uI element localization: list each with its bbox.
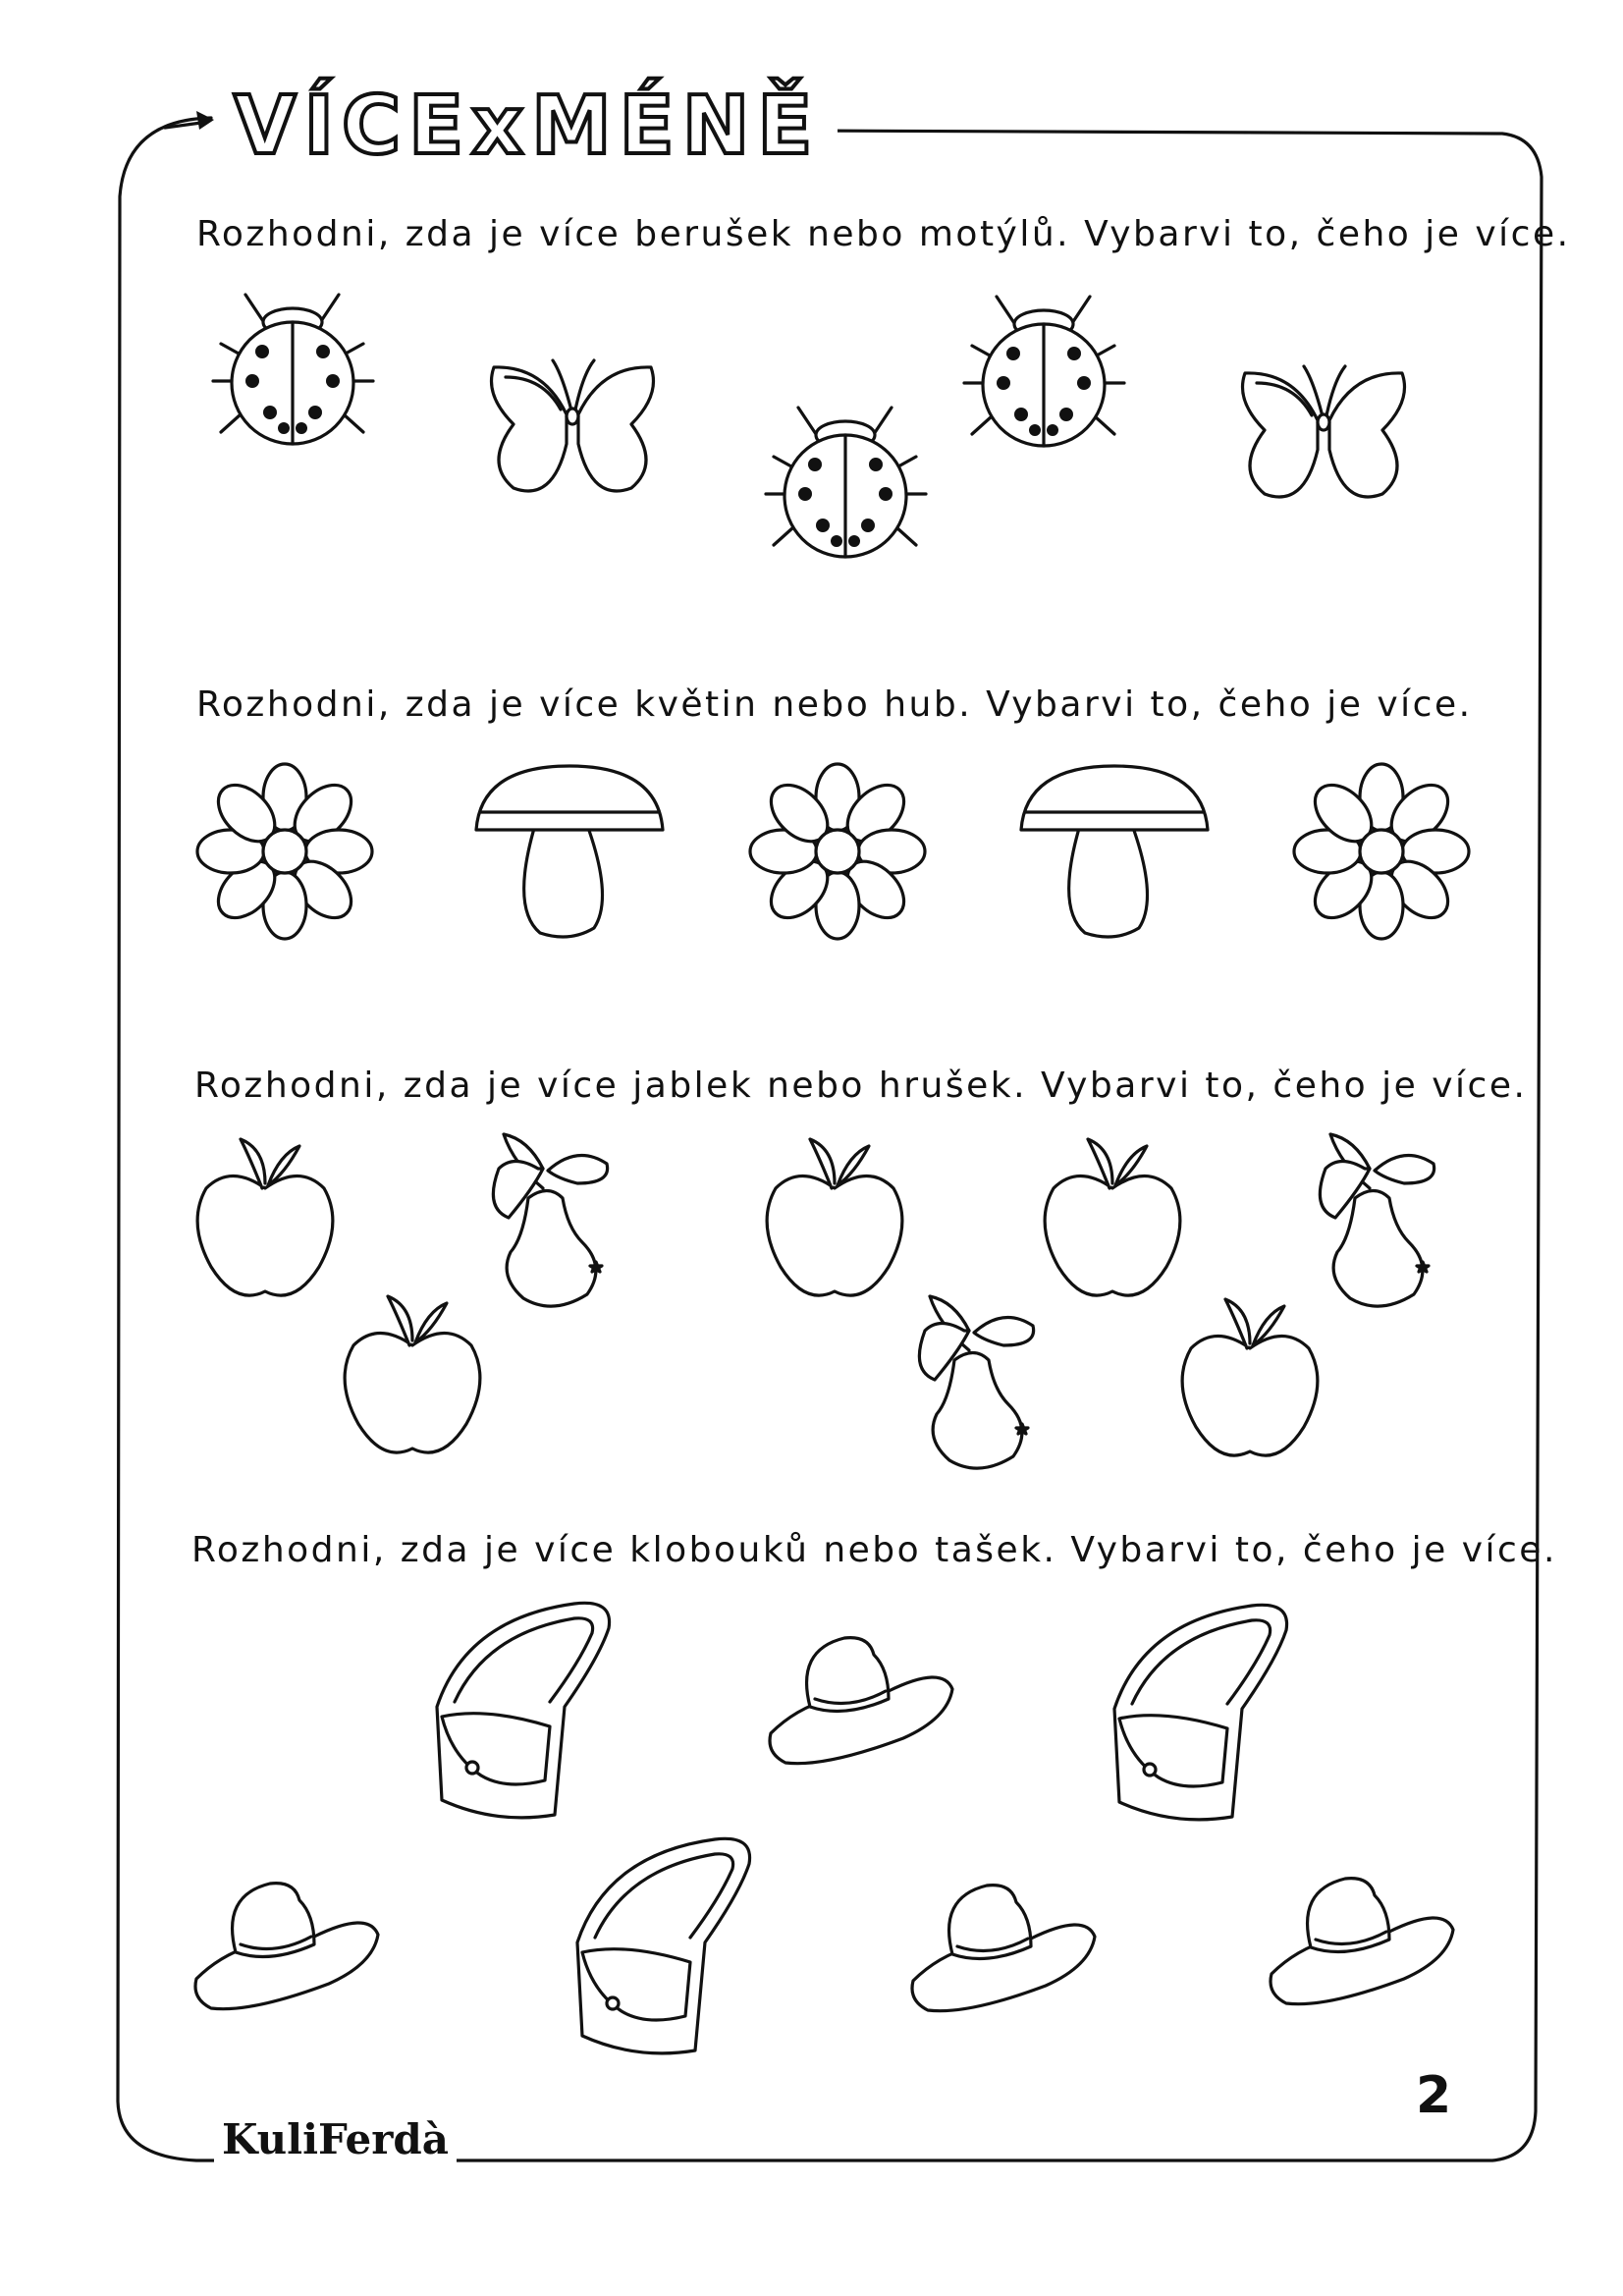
mushroom-icon [1016, 761, 1213, 948]
apple-icon [1176, 1294, 1333, 1471]
apple-icon [1039, 1134, 1196, 1311]
apple-icon [191, 1134, 349, 1311]
page-title [216, 67, 838, 185]
page-number: 2 [1416, 2066, 1452, 2125]
hat-icon [1267, 1871, 1463, 2018]
task-3-instruction: Rozhodni, zda je více jablek nebo hrušek. Vybarvi to, čeho je více. [194, 1066, 1528, 1106]
flower-icon [191, 758, 378, 945]
title-x: x [471, 79, 532, 173]
task-4-instruction: Rozhodni, zda je více klobouků nebo tašek. Vybarvi to, čeho je více. [191, 1530, 1557, 1570]
brand-logo: KuliFerdà [214, 2115, 457, 2163]
butterfly-icon [484, 355, 661, 513]
ladybug-icon [201, 285, 398, 471]
hat-icon [766, 1630, 962, 1777]
ladybug-icon [754, 398, 950, 584]
hat-icon [908, 1878, 1105, 2025]
title-more: VÍCE [234, 79, 472, 173]
apple-icon [761, 1134, 918, 1311]
task-2-instruction: Rozhodni, zda je více květin nebo hub. Vybarvi to, čeho je více. [196, 684, 1473, 725]
ladybug-icon [952, 287, 1149, 473]
flower-icon [1288, 758, 1475, 945]
bag-icon [568, 1834, 764, 2060]
apple-icon [339, 1291, 496, 1468]
mushroom-icon [471, 761, 668, 948]
task-1-instruction: Rozhodni, zda je více berušek nebo motýlů. Vybarvi to, čeho je více. [196, 214, 1571, 254]
pear-icon [1296, 1129, 1463, 1316]
pear-icon [469, 1129, 636, 1316]
title-less: MÉNĚ [531, 79, 821, 173]
flower-icon [744, 758, 931, 945]
bag-icon [1105, 1601, 1301, 1827]
pear-icon [895, 1291, 1062, 1478]
butterfly-icon [1235, 361, 1412, 519]
hat-icon [191, 1876, 388, 2023]
bag-icon [427, 1599, 623, 1825]
